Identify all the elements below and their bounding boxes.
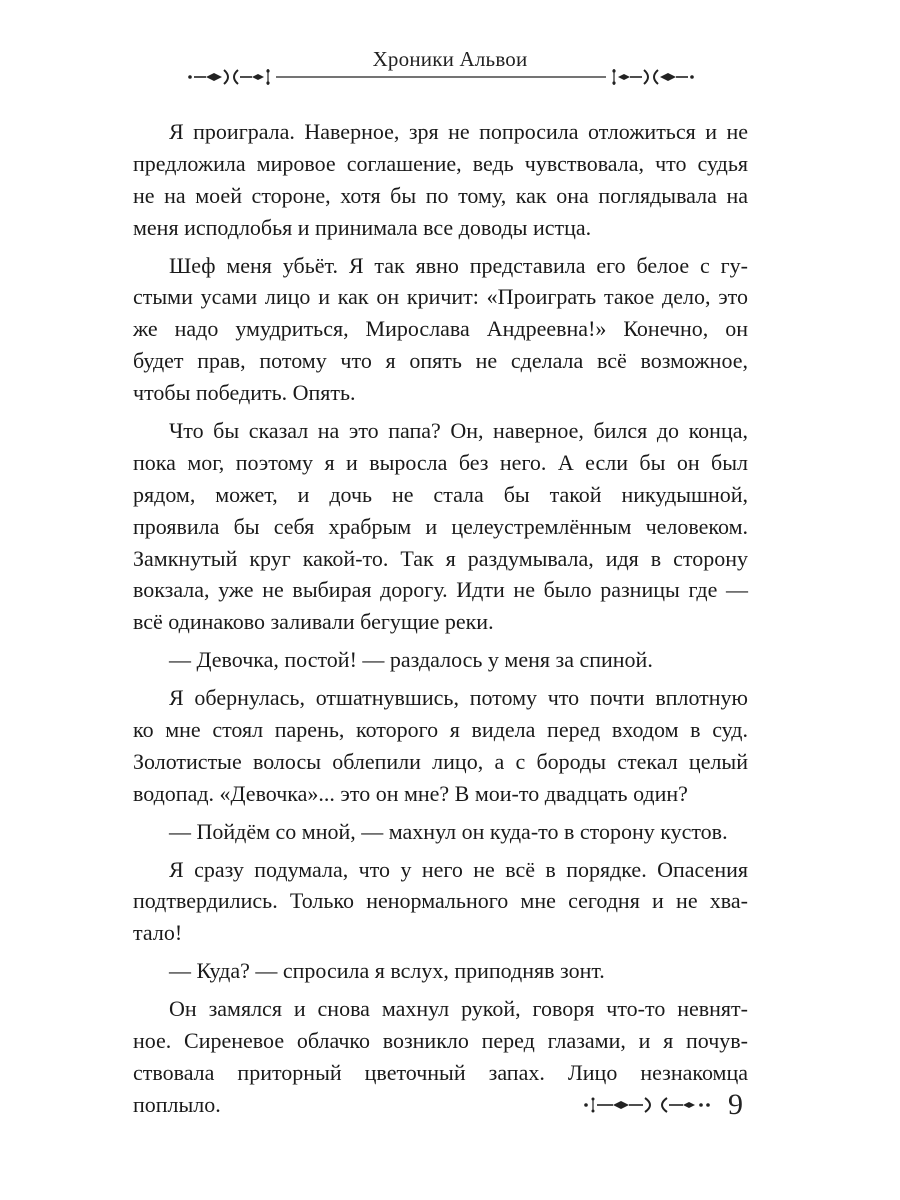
paragraph-line: водопад. «Девочка»... это он мне? В мои-то двадцать один? xyxy=(133,780,688,806)
paragraph-line: ствовала приторный цветочный запах. Лицо незнакомца xyxy=(133,1059,748,1085)
paragraph xyxy=(133,854,748,950)
paragraph-line: же надо умудриться, Мирослава Андреевна!» Конечно, он xyxy=(133,316,748,342)
page-number: 9 xyxy=(728,1088,743,1121)
paragraph-line: Замкнутый круг какой-то. Так я раздумывала, идя в сторону xyxy=(133,545,748,571)
paragraph-line: Золотистые волосы облепили лицо, а с бороды стекал целый xyxy=(133,748,748,774)
paragraph-line: будет прав, потому что я опять не сделала всё возможное, xyxy=(133,348,748,374)
paragraph-line: меня исподлобья и принимала все доводы истца. xyxy=(133,214,592,240)
paragraph-line: стыми усами лицо и как он кричит: «Проиграть такое дело, это xyxy=(133,284,748,310)
paragraph xyxy=(133,955,748,987)
paragraph xyxy=(133,644,748,676)
paragraph xyxy=(133,415,748,638)
paragraph xyxy=(133,682,748,810)
paragraph xyxy=(133,250,748,409)
paragraph-line: тало! xyxy=(133,920,183,946)
paragraph-line: предложила мировое соглашение, ведь чувствовала, что судья xyxy=(133,150,748,176)
paragraph-line: Я проиграла. Наверное, зря не попросила отложиться и не xyxy=(169,119,748,144)
paragraph-line: чтобы победить. Опять. xyxy=(133,380,356,406)
paragraph-line: поплыло. xyxy=(133,1091,221,1117)
paragraph-line: проявила бы себя храбрым и целеустремлённым человеком. xyxy=(133,513,748,539)
paragraph-line: вокзала, уже не выбирая дорогу. Идти не было разницы где — xyxy=(133,577,748,603)
right-flourish-ornament xyxy=(612,69,693,85)
paragraph-line: — Девочка, постой! — раздалось у меня за спиной. xyxy=(169,647,653,673)
paragraph xyxy=(133,816,748,848)
footer-ornament xyxy=(583,1093,713,1117)
header-ornament-rule xyxy=(186,64,696,90)
paragraph-line: ное. Сиреневое облачко возникло перед глазами, и я почув- xyxy=(133,1028,748,1054)
paragraph-line: Что бы сказал на это папа? Он, наверное, бился до конца, xyxy=(169,418,748,444)
paragraph-line: рядом, может, и дочь не стала бы такой никудышной, xyxy=(133,481,748,507)
paragraph-line: пока мог, поэтому я и выросла без него. А если бы он был xyxy=(133,449,748,475)
paragraph-line: — Пойдём со мной, — махнул он куда-то в сторону кустов. xyxy=(169,818,728,844)
paragraph-line: — Куда? — спросила я вслух, приподняв зонт. xyxy=(169,958,605,984)
paragraph-line: Он замялся и снова махнул рукой, говоря что-то невнят- xyxy=(169,996,748,1022)
running-head-title: Хроники Альвои xyxy=(372,47,528,71)
body-text xyxy=(133,116,748,1127)
paragraph-line: подтвердились. Только ненормального мне сегодня и не хва- xyxy=(133,888,748,914)
paragraph-line: Я обернулась, отшатнувшись, потому что почти вплотную xyxy=(169,685,748,711)
paragraph-line: Я сразу подумала, что у него не всё в порядке. Опасения xyxy=(169,856,748,882)
left-flourish-ornament xyxy=(188,69,269,85)
paragraph-line: Шеф меня убьёт. Я так явно представила его белое с гу- xyxy=(169,252,748,278)
paragraph-line: ко мне стоял парень, которого я видела перед входом в суд. xyxy=(133,717,748,743)
paragraph-line: не на моей стороне, хотя бы по тому, как она поглядывала на xyxy=(133,182,748,208)
paragraph-line: всё одинаково заливали бегущие реки. xyxy=(133,609,494,635)
paragraph xyxy=(133,116,748,244)
